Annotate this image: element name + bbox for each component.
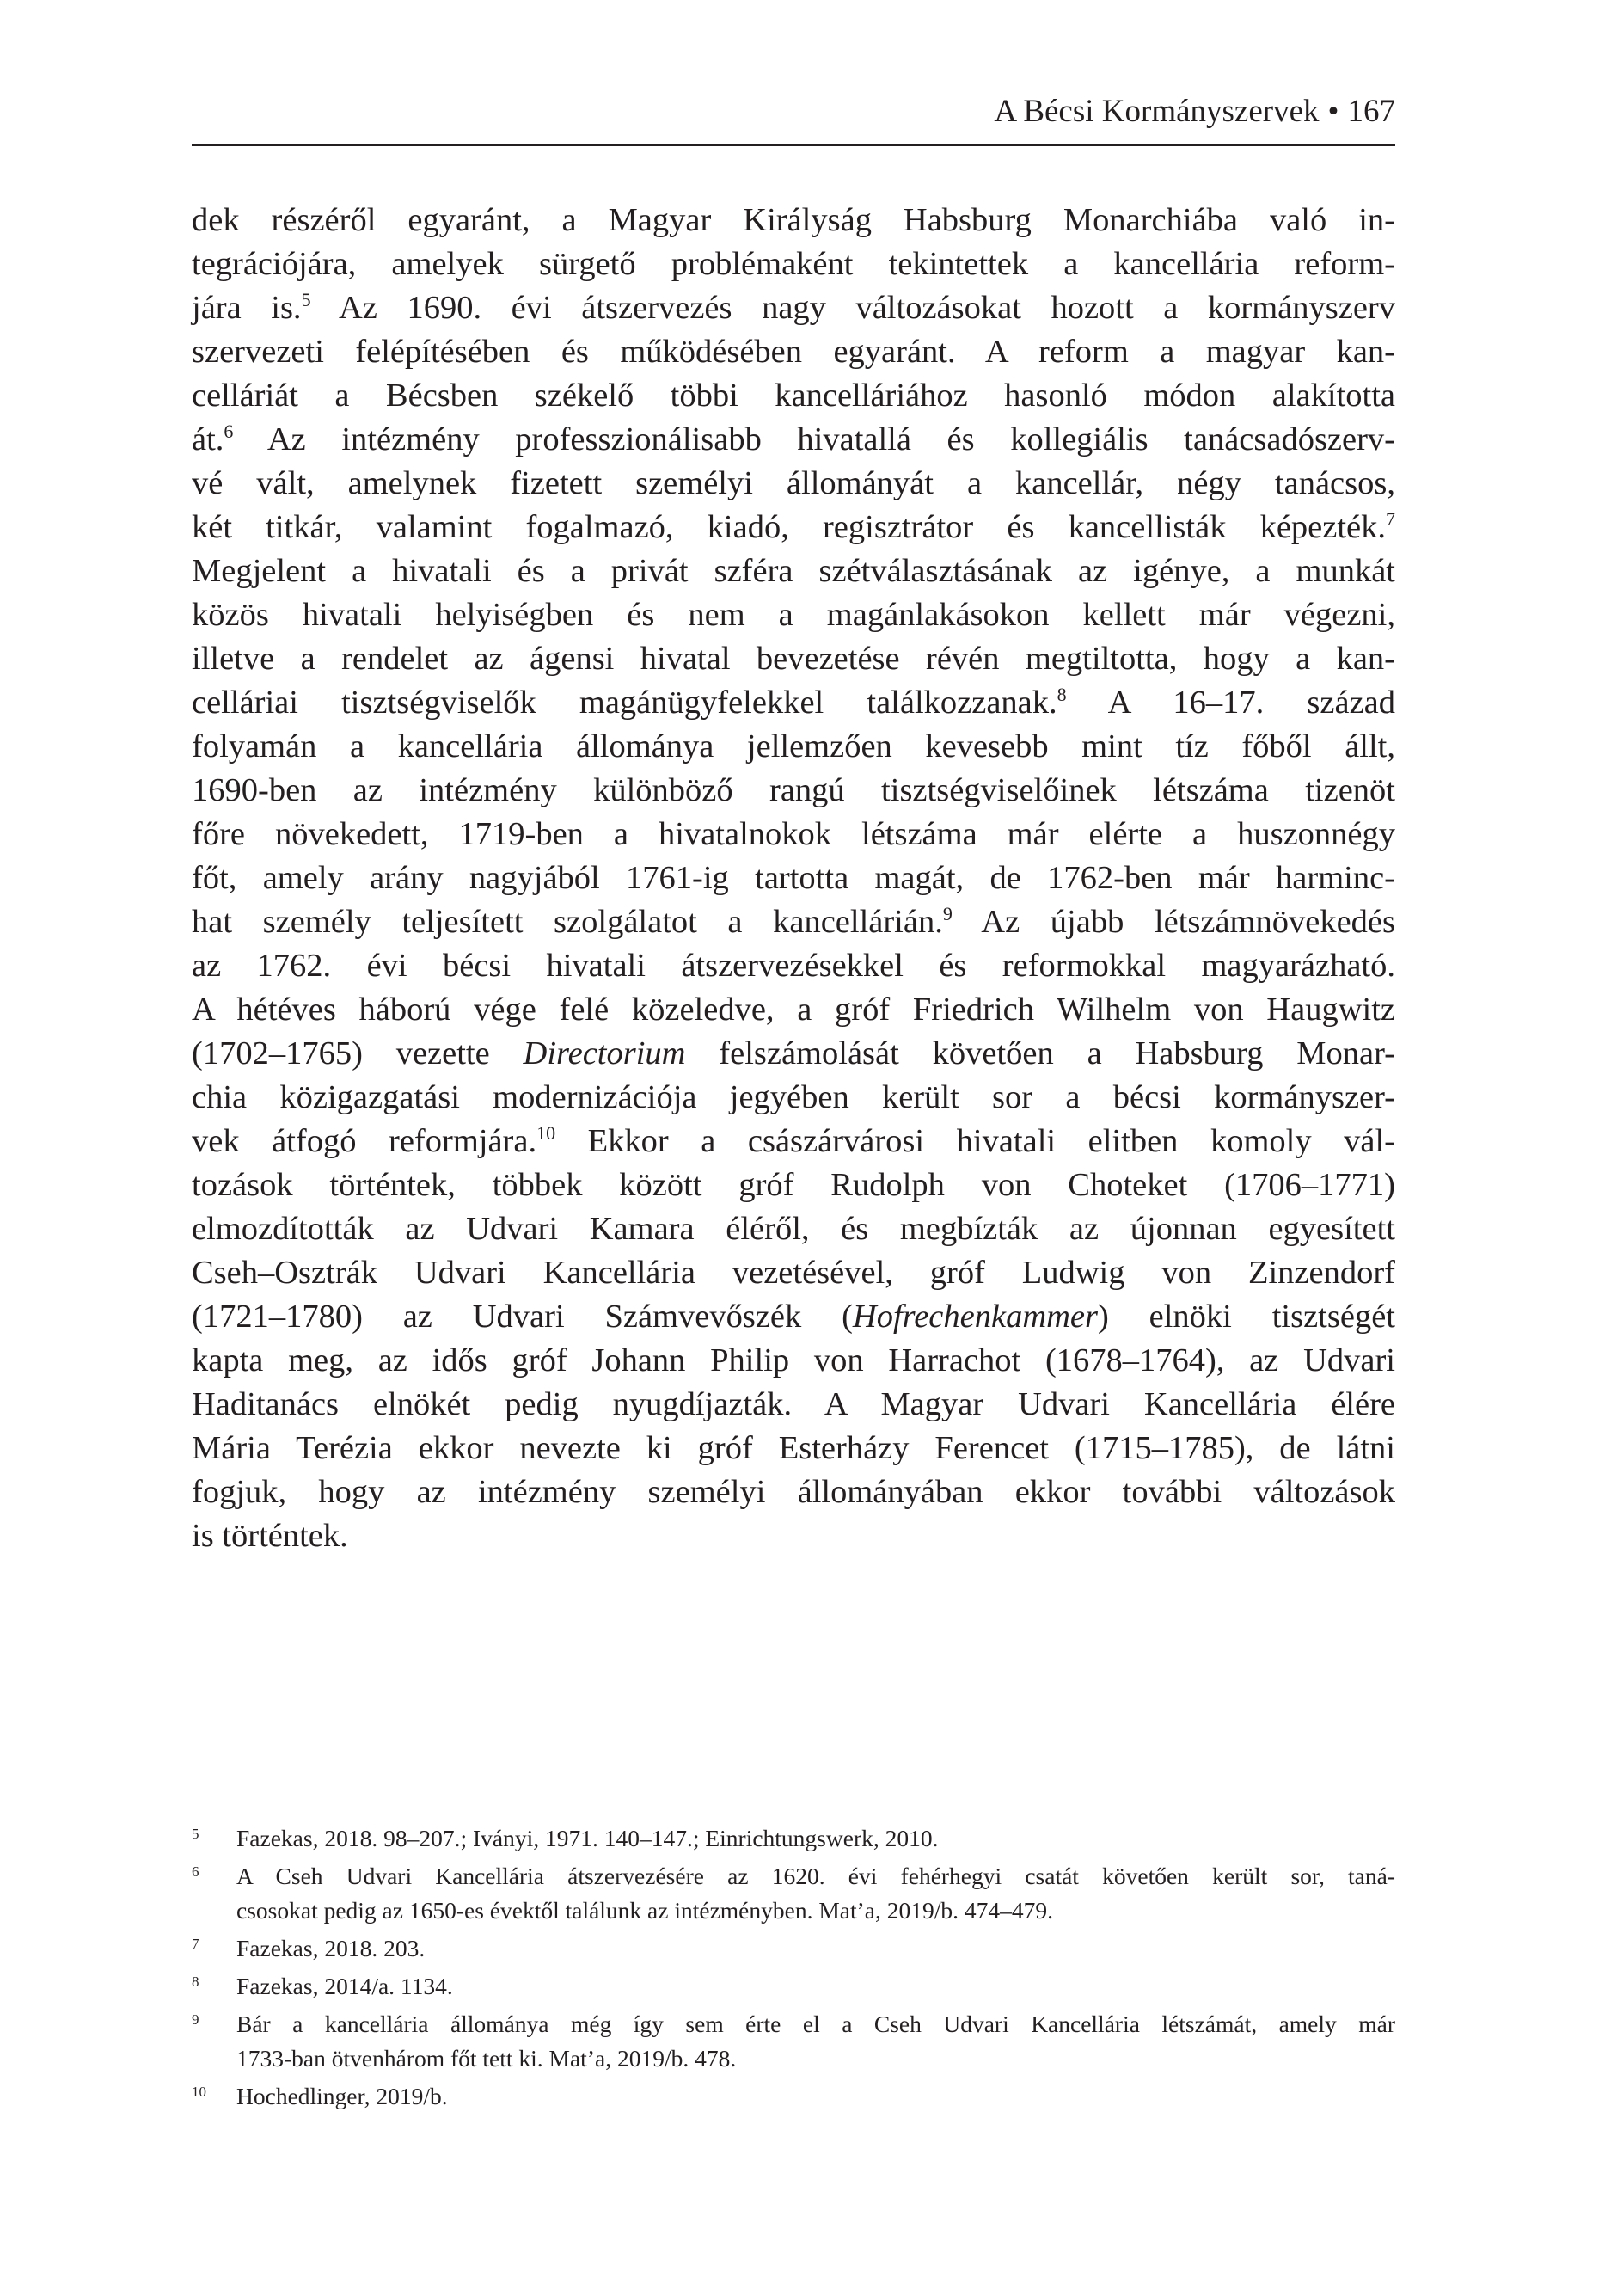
footnote-number: 8 [192,1974,199,1990]
text-segment: is történtek. [192,1518,348,1554]
footnote-number: 6 [192,1863,199,1880]
text-line [192,1514,1395,1558]
text-segment: Cseh–Osztrák Udvari Kancellária vezetésével, gróf Ludwig von Zinzendorf [192,1255,1395,1291]
text-segment: celláriai tisztségviselők magánügyfelekkel találkozzanak. [192,685,1057,721]
text-line [192,1427,1395,1470]
footnote-text: Fazekas, 2018. 203. [236,1935,426,1961]
text-segment: fogjuk, hogy az intézmény személyi állományában ekkor további változások [192,1474,1395,1510]
text-line [192,725,1395,769]
footnote-number: 7 [192,1936,199,1952]
footnote-reference: 10 [536,1122,556,1144]
text-line [192,1076,1395,1120]
text-segment: folyamán a kancellária állománya jellemzően kevesebb mint tíz főből állt, [192,728,1395,764]
footnote [192,1821,1395,1856]
text-line [192,506,1395,549]
footnote-reference: 5 [301,289,311,310]
page-number: 167 [1347,94,1395,129]
text-line [192,988,1395,1032]
text-segment: Az 1690. évi átszervezés nagy változásokat hozott a kormányszerv [310,290,1395,326]
text-line [192,242,1395,286]
text-line [192,418,1395,462]
text-segment: kapta meg, az idős gróf Johann Philip von Harrachot (1678–1764), az Udvari [192,1342,1395,1378]
footnote-text: 1733-ban ötvenhárom főt tett ki. Mat’a, 2019/b. 478. [236,2045,737,2072]
text-segment: (1702–1765) vezette [192,1035,524,1071]
text-segment: Megjelent a hivatali és a privát szféra szétválasztásának az igénye, a munkát [192,553,1395,589]
text-segment: hat személy teljesített szolgálatot a kancellárián. [192,904,943,940]
text-segment: át. [192,421,224,457]
text-segment: 1690-ben az intézmény különböző rangú tisztségviselőinek létszáma tizenöt [192,772,1395,808]
text-segment: celláriát a Bécsben székelő többi kancelláriához hasonló módon alakította [192,378,1395,414]
text-line [192,1295,1395,1339]
main-text [192,199,1395,1558]
text-segment: szervezeti felépítésében és működésében egyaránt. A reform a magyar kan- [192,334,1395,370]
footnote [192,2007,1395,2076]
text-line [192,769,1395,813]
footnote-number: 10 [192,2084,206,2100]
footnote-text: Fazekas, 2014/a. 1134. [236,1973,453,1999]
footnote-reference: 8 [1057,684,1067,705]
italic-term: Hofrechenkammer [852,1298,1098,1335]
text-segment: A 16–17. század [1066,685,1396,721]
text-segment: Ekkor a császárvárosi hivatali elitben komoly vál- [555,1123,1395,1159]
text-segment: A hétéves háború vége felé közeledve, a gróf Friedrich Wilhelm von Haugwitz [192,991,1395,1028]
text-segment: vek átfogó reformjára. [192,1123,537,1159]
footnote-text: Hochedlinger, 2019/b. [236,2083,448,2109]
footnote [192,2079,1395,2114]
text-line [192,593,1395,637]
text-line [192,549,1395,593]
text-segment: tegrációjára, amelyek sürgető problémaként tekintettek a kancellária reform- [192,246,1395,282]
footnote-reference: 7 [1386,508,1395,530]
text-segment: az 1762. évi bécsi hivatali átszervezésekkel és reformokkal magyarázható. [192,948,1395,984]
footnote [192,1859,1395,1928]
text-segment: (1721–1780) az Udvari Számvevőszék ( [192,1298,853,1335]
footnote-number: 5 [192,1826,199,1842]
text-line [192,1339,1395,1383]
text-segment: dek részéről egyaránt, a Magyar Királyság Habsburg Monarchiába való in- [192,202,1395,238]
footnote [192,1969,1395,2004]
running-title: A Bécsi Kormányszervek [994,94,1320,129]
footnote-reference: 6 [224,421,234,442]
text-segment: jára is. [192,290,302,326]
footnote-reference: 9 [942,903,953,924]
footnote-text: A Cseh Udvari Kancellária átszervezésére az 1620. évi fehérhegyi csatát követően került sor, taná- [236,1863,1395,1889]
text-segment: tozások történtek, többek között gróf Rudolph von Choteket (1706–1771) [192,1167,1395,1203]
text-line [192,462,1395,506]
text-line [192,856,1395,900]
text-line [192,1032,1395,1076]
text-line [192,286,1395,330]
text-segment: közös hivatali helyiségben és nem a magánlakásokon kellett már végezni, [192,597,1395,633]
footnote-text: Bár a kancellária állománya még így sem érte el a Cseh Udvari Kancellária létszámát, amely már [236,2011,1395,2037]
text-segment: Mária Terézia ekkor nevezte ki gróf Esterházy Ferencet (1715–1785), de látni [192,1430,1395,1466]
text-segment: ) elnöki tisztségét [1098,1298,1395,1335]
text-segment: Haditanács elnökét pedig nyugdíjazták. A Magyar Udvari Kancellária élére [192,1386,1395,1422]
running-header [192,86,1395,146]
italic-term: Directorium [523,1035,686,1071]
text-line [192,637,1395,681]
text-line [192,1163,1395,1207]
text-line [192,199,1395,242]
text-segment: elmozdították az Udvari Kamara éléről, és megbízták az újonnan egyesített [192,1211,1395,1247]
text-segment: Az újabb létszámnövekedés [952,904,1395,940]
text-line [192,1251,1395,1295]
text-segment: két titkár, valamint fogalmazó, kiadó, regisztrátor és kancellisták képezték. [192,509,1386,545]
text-line [192,1207,1395,1251]
text-segment: Az intézmény professzionálisabb hivatallá és kollegiális tanácsadószerv- [233,421,1395,457]
header-bullet: • [1327,94,1339,129]
text-line [192,1470,1395,1514]
text-line [192,330,1395,374]
footnote [192,1931,1395,1966]
text-line [192,1383,1395,1427]
footnote-text: Fazekas, 2018. 98–207.; Iványi, 1971. 140–147.; Einrichtungswerk, 2010. [236,1825,939,1851]
text-segment: főt, amely arány nagyjából 1761-ig tartotta magát, de 1762-ben már harminc- [192,860,1395,896]
text-line [192,900,1395,944]
text-line [192,944,1395,988]
footnotes [192,1821,1395,2117]
text-line [192,1120,1395,1163]
text-line [192,813,1395,856]
text-segment: vé vált, amelynek fizetett személyi állományát a kancellár, négy tanácsos, [192,465,1395,501]
text-segment: chia közigazgatási modernizációja jegyében került sor a bécsi kormányszer- [192,1079,1395,1115]
text-segment: felszámolását követően a Habsburg Monar- [685,1035,1396,1071]
text-segment: illetve a rendelet az ágensi hivatal bevezetése révén megtiltotta, hogy a kan- [192,641,1395,677]
text-line [192,681,1395,725]
text-line [192,374,1395,418]
footnote-number: 9 [192,2011,199,2028]
footnote-text: csosokat pedig az 1650-es évektől találunk az intézményben. Mat’a, 2019/b. 474–479. [236,1897,1054,1924]
text-segment: főre növekedett, 1719-ben a hivatalnokok létszáma már elérte a huszonnégy [192,816,1395,852]
